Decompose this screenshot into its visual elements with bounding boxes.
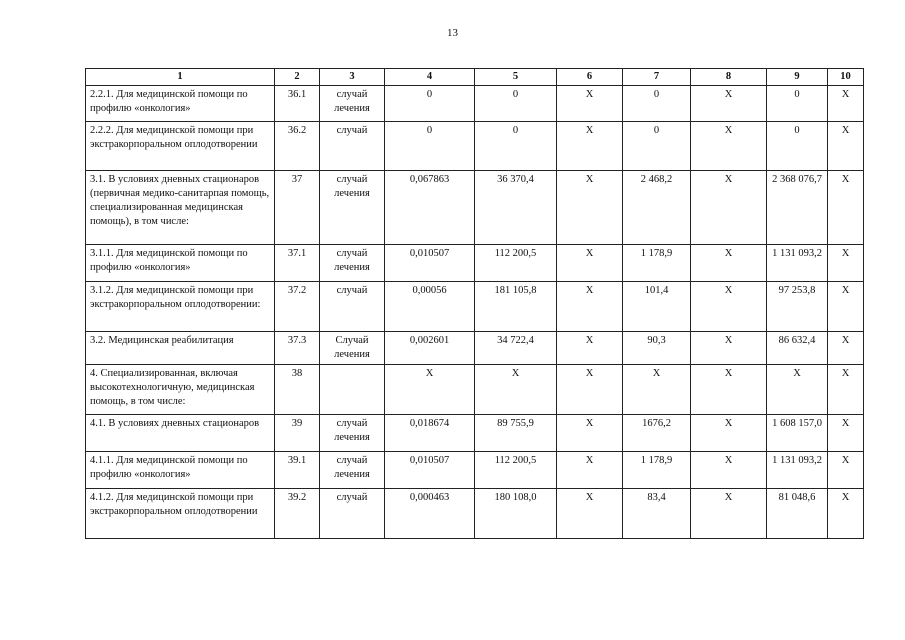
table-cell: 2 368 076,7 (767, 171, 828, 245)
table-cell: 39.2 (275, 489, 320, 539)
table-cell: 37 (275, 171, 320, 245)
table-cell: Х (691, 245, 767, 282)
table-cell: Х (828, 122, 864, 171)
table-header (86, 69, 864, 86)
table-cell: Х (557, 332, 623, 365)
table-cell: 36.2 (275, 122, 320, 171)
table-row (86, 489, 864, 539)
table-cell: Х (691, 282, 767, 332)
table-cell: 1 131 093,2 (767, 452, 828, 489)
table-cell: Х (828, 415, 864, 452)
table-cell: Х (828, 452, 864, 489)
table-cell: Х (691, 171, 767, 245)
table-cell: Х (557, 86, 623, 122)
table-cell: 36 370,4 (475, 171, 557, 245)
table-cell: 36.1 (275, 86, 320, 122)
table-cell: 112 200,5 (475, 245, 557, 282)
table-cell: 81 048,6 (767, 489, 828, 539)
column-header: 7 (623, 69, 691, 86)
column-header: 4 (385, 69, 475, 86)
table-cell: Х (557, 282, 623, 332)
table-cell: 0 (385, 86, 475, 122)
table-cell: 2 468,2 (623, 171, 691, 245)
table-cell: 1676,2 (623, 415, 691, 452)
column-header: 1 (86, 69, 275, 86)
table-cell: Х (557, 245, 623, 282)
table-cell: Х (691, 365, 767, 415)
table-cell: Х (623, 365, 691, 415)
table-cell: 1 178,9 (623, 245, 691, 282)
table-cell: Х (385, 365, 475, 415)
table-cell: 1 608 157,0 (767, 415, 828, 452)
table-cell: Х (557, 415, 623, 452)
table-cell: Х (475, 365, 557, 415)
table-cell: Х (557, 122, 623, 171)
table-cell: 181 105,8 (475, 282, 557, 332)
table-cell: случай лечения (320, 452, 385, 489)
table-cell: 86 632,4 (767, 332, 828, 365)
table-cell: 37.2 (275, 282, 320, 332)
table-cell: 0 (623, 122, 691, 171)
table-row (86, 415, 864, 452)
table-cell: Х (828, 171, 864, 245)
table-cell: 0 (475, 122, 557, 171)
table-cell: Х (691, 489, 767, 539)
row-label-cell: 2.2.2. Для медицинской помощи при экстракорпоральном оплодотворении (86, 122, 275, 171)
table-cell: Х (691, 452, 767, 489)
table-cell: Х (691, 332, 767, 365)
table-cell: 0,067863 (385, 171, 475, 245)
table-row (86, 282, 864, 332)
table-cell: 1 131 093,2 (767, 245, 828, 282)
table-cell: 37.3 (275, 332, 320, 365)
row-label-cell: 3.1.1. Для медицинской помощи по профилю «онкология» (86, 245, 275, 282)
column-header: 6 (557, 69, 623, 86)
table-cell: 1 178,9 (623, 452, 691, 489)
table-cell: Х (691, 86, 767, 122)
column-header: 10 (828, 69, 864, 86)
table-cell: 180 108,0 (475, 489, 557, 539)
table-cell: Х (828, 86, 864, 122)
table-cell: Х (828, 365, 864, 415)
table-cell: Х (767, 365, 828, 415)
table-cell: Х (557, 489, 623, 539)
page-number: 13 (447, 27, 458, 39)
table-cell: 37.1 (275, 245, 320, 282)
table-cell: Х (828, 282, 864, 332)
table-cell: Х (557, 365, 623, 415)
column-header: 5 (475, 69, 557, 86)
table-cell: 0,000463 (385, 489, 475, 539)
table-cell: случай (320, 489, 385, 539)
table-cell: 39 (275, 415, 320, 452)
table-cell: 39.1 (275, 452, 320, 489)
table-cell: случай (320, 122, 385, 171)
row-label-cell: 4.1.1. Для медицинской помощи по профилю «онкология» (86, 452, 275, 489)
table-cell: 0 (385, 122, 475, 171)
table-cell: случай лечения (320, 171, 385, 245)
table-cell: 0,018674 (385, 415, 475, 452)
column-header: 9 (767, 69, 828, 86)
table-cell: 0 (623, 86, 691, 122)
table-cell: 0,010507 (385, 245, 475, 282)
table-cell: 112 200,5 (475, 452, 557, 489)
table-row (86, 452, 864, 489)
table-cell: 101,4 (623, 282, 691, 332)
table-cell: 97 253,8 (767, 282, 828, 332)
table-cell: 0,010507 (385, 452, 475, 489)
table-cell: Случай лечения (320, 332, 385, 365)
table-cell (320, 365, 385, 415)
table-body (86, 86, 864, 539)
row-label-cell: 4.1. В условиях дневных стационаров (86, 415, 275, 452)
table-cell: 0,00056 (385, 282, 475, 332)
table-cell: Х (828, 489, 864, 539)
row-label-cell: 3.1. В условиях дневных стационаров (первичная медико-санитарпая помощь, специализированная медицинская помощь), в том числе: (86, 171, 275, 245)
table-cell: Х (691, 122, 767, 171)
data-table (85, 68, 864, 539)
table-cell: 83,4 (623, 489, 691, 539)
table-cell: 89 755,9 (475, 415, 557, 452)
table-cell: 0,002601 (385, 332, 475, 365)
table-cell: случай лечения (320, 415, 385, 452)
row-label-cell: 3.1.2. Для медицинской помощи при экстракорпоральном оплодотворении: (86, 282, 275, 332)
table-row (86, 122, 864, 171)
column-header: 3 (320, 69, 385, 86)
row-label-cell: 4.1.2. Для медицинской помощи при экстракорпоральном оплодотворении (86, 489, 275, 539)
header-row (86, 69, 864, 86)
table-cell: 0 (475, 86, 557, 122)
table-row (86, 245, 864, 282)
table-cell: 34 722,4 (475, 332, 557, 365)
table-cell: Х (691, 415, 767, 452)
row-label-cell: 3.2. Медицинская реабилитация (86, 332, 275, 365)
table-cell: Х (828, 245, 864, 282)
table-cell: 0 (767, 122, 828, 171)
column-header: 8 (691, 69, 767, 86)
table-row (86, 86, 864, 122)
table-row (86, 171, 864, 245)
table-row (86, 332, 864, 365)
row-label-cell: 2.2.1. Для медицинской помощи по профилю «онкология» (86, 86, 275, 122)
column-header: 2 (275, 69, 320, 86)
row-label-cell: 4. Специализированная, включая высокотехнологичную, медицинская помощь, в том числе: (86, 365, 275, 415)
table-cell: Х (828, 332, 864, 365)
table-cell: случай (320, 282, 385, 332)
table-cell: случай лечения (320, 86, 385, 122)
table-cell: Х (557, 171, 623, 245)
table-cell: случай лечения (320, 245, 385, 282)
table-cell: Х (557, 452, 623, 489)
table-cell: 0 (767, 86, 828, 122)
table-cell: 38 (275, 365, 320, 415)
table-cell: 90,3 (623, 332, 691, 365)
table-row (86, 365, 864, 415)
